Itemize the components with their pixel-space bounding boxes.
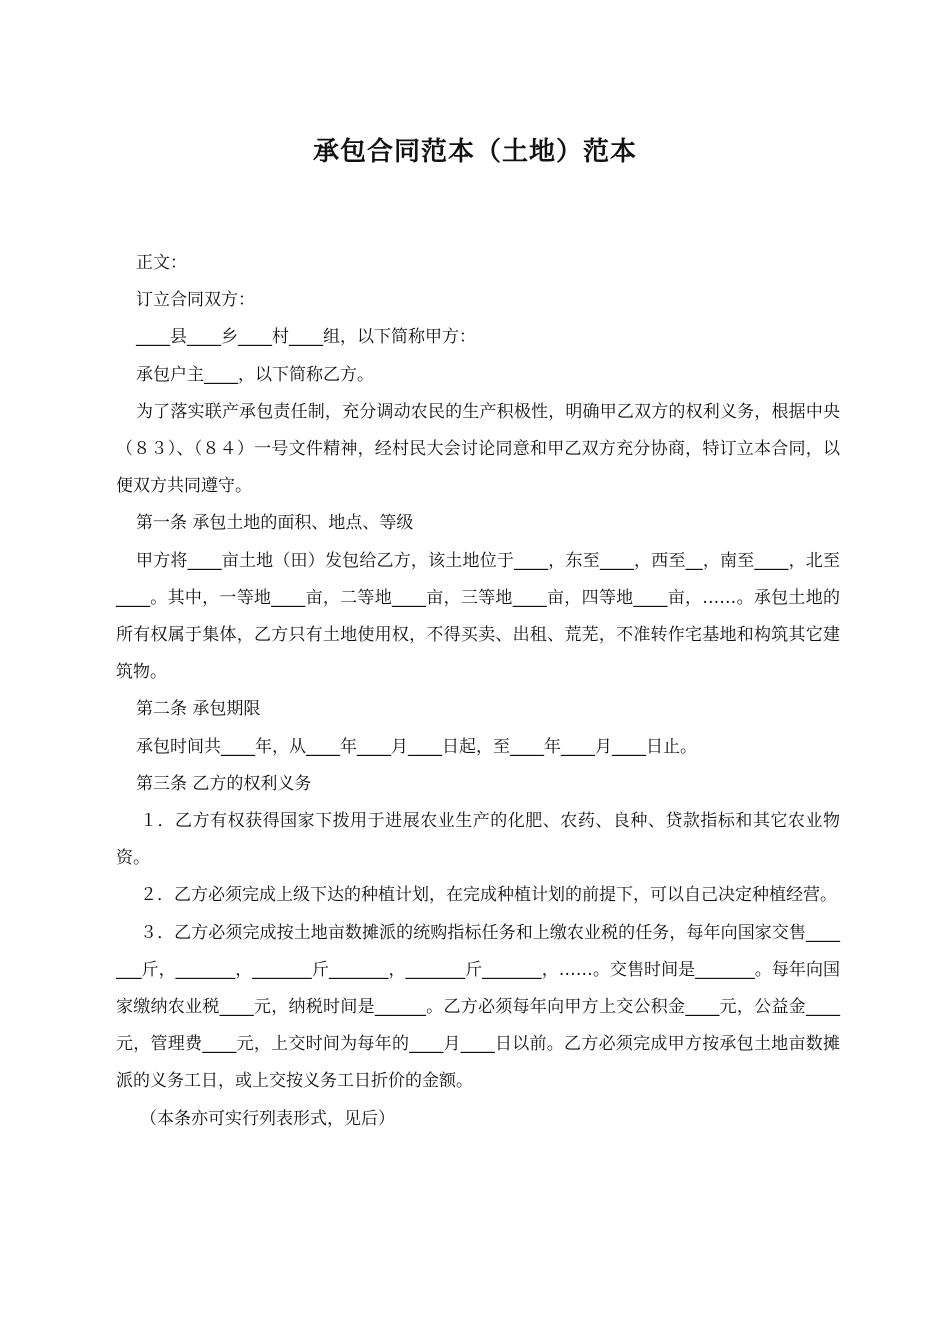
paragraph-preamble: 为了落实联产承包责任制，充分调动农民的生产积极性，明确甲乙双方的权利义务，根据中央（８３）、（８４）一号文件精神，经村民大会讨论同意和甲乙双方充分协商，特订立本合同，以便双方共同遵守。 <box>116 401 840 497</box>
paragraph-parties-label: 订立合同双方： <box>136 290 255 311</box>
article-1-body: 甲方将____亩土地（田）发包给乙方，该土地位于____，东至____，西至__，南至____，北至____。其中，一等地____亩，二等地____亩，三等地____亩，四等地____亩，……。承包土地的所有权属于集体，乙方只有土地使用权，不得买卖、出租、荒芜，不准转作宅基地和构筑其它建筑物。 <box>116 550 840 683</box>
paragraph-party-b: 承包户主____，以下简称乙方。 <box>136 364 374 385</box>
paragraph-party-a: ____县____乡____村____组，以下简称甲方： <box>136 327 476 348</box>
article-3-item-3: ３．乙方必须完成按土地亩数摊派的统购指标任务和上缴农业税的任务，每年向国家交售_______斤，_______，_______斤_______，_______斤_______，……。交售时间是_______。每年向国家缴纳农业税____元，纳税时间是______。乙方必须每年向甲方上交公积金____元，公益金____元，管理费____元，上交时间为每年的____月____日以前。乙方必须完成甲方按承包土地亩数摊派的义务工日，或上交按义务工日折价的金额。 <box>116 922 840 1092</box>
article-3-item-2: ２．乙方必须完成上级下达的种植计划，在完成种植计划的前提下，可以自己决定种植经营。 <box>140 885 837 906</box>
article-3-item-1: １．乙方有权获得国家下拨用于进展农业生产的化肥、农药、良种、贷款指标和其它农业物资。 <box>116 811 840 869</box>
paragraph-main-text-label: 正文： <box>136 253 187 273</box>
article-2-heading: 第二条 承包期限 <box>136 699 261 720</box>
article-1-heading: 第一条 承包土地的面积、地点、等级 <box>136 513 414 534</box>
article-3-note: （本条亦可实行列表形式，见后） <box>140 1108 395 1129</box>
document-body <box>116 245 840 1138</box>
article-3-heading: 第三条 乙方的权利义务 <box>136 773 312 794</box>
article-2-body: 承包时间共____年，从____年____月____日起，至____年____月____日止。 <box>136 736 697 757</box>
document-title: 承包合同范本（土地）范本 <box>312 137 637 167</box>
